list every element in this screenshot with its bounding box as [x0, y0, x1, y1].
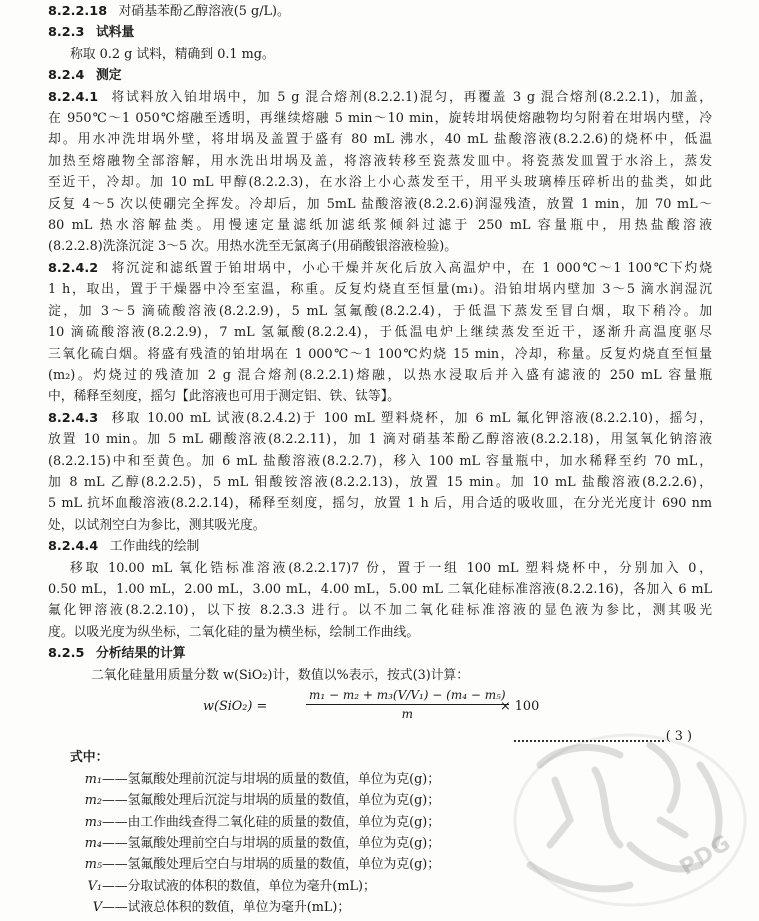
text-line: 加热至熔融物全部溶解，用水洗出坩埚及盖，将溶液转移至瓷蒸发皿中。将瓷蒸发皿置于水浴上，蒸发 [48, 153, 712, 169]
definition-symbol: m₁ [84, 771, 102, 787]
clause-8-2-4-1 [48, 87, 712, 258]
calculation-paragraph: 二氧化硅量用质量分数 w(SiO₂)计，数值以%表示，按式(3)计算： [91, 667, 470, 683]
text-line: 处，以试剂空白为参比，测其吸光度。 [48, 517, 266, 533]
definition-item [48, 812, 712, 833]
clause-number: 8.2.4.4 [48, 539, 99, 555]
document-body [48, 1, 712, 919]
clause-number: 8.2.4.2 [48, 260, 99, 276]
text-line: 在 950℃～1 050℃熔融至透明，再继续熔融 5 min～10 min，旋转坩埚使熔融物均匀附着在坩埚内壁，冷 [48, 111, 712, 127]
line-text: 将试料放入铂坩埚中，加 5 g 混合熔剂(8.2.2.1)混匀，再覆盖 3 g 混合熔剂(8.2.2.1)，加盖， [109, 89, 712, 105]
text-line: 移取 10.00 mL 氧化锆标准溶液(8.2.2.17)7 份，置于一组 100 mL 塑料烧杯中，分别加入 0， [70, 560, 712, 576]
text-line: 80 mL 热水溶解盐类。用慢速定量滤纸加滤纸浆倾斜过滤于 250 mL 容量瓶中，用热盐酸溶液 [48, 218, 712, 234]
formula-lhs: w(SiO₂) = [203, 699, 268, 714]
definition-symbol: m₂ [84, 793, 102, 809]
definition-text: ——氢氟酸处理后沉淀与坩埚的质量的数值，单位为克(g)； [102, 793, 441, 809]
text-line: (8.2.2.8)洗涤沉淀 3～5 次。用热水洗至无氯离子(用硝酸银溶液检验)。 [48, 239, 458, 255]
section-number: 8.2.5 [48, 646, 85, 662]
definition-item [48, 833, 712, 854]
text-line: 三氧化硫白烟。将盛有残渣的铂坩埚在 1 000℃～1 100℃灼烧 15 min，冷却，称量。反复灼烧直至恒量 [48, 346, 712, 362]
formula-numerator: m₁ − m₂ + m₃(V/V₁) − (m₄ − m₅) [306, 686, 509, 705]
line-text: 将沉淀和滤纸置于铂坩埚中，小心干燥并灰化后放入高温炉中，在 1 000℃～1 100℃下灼烧 [109, 260, 712, 276]
definition-text: ——分取试液的体积的数值，单位为毫升(mL)； [102, 878, 376, 894]
curve-paragraph [48, 558, 712, 644]
formula-denominator: m [401, 707, 413, 721]
text-line: 10 滴硫酸溶液(8.2.2.9)，7 mL 氢氟酸(8.2.2.4)，于低温电炉上继续蒸发至近干，逐渐升高温度驱尽 [48, 325, 712, 341]
definition-text: ——试液总体积的数值，单位为毫升(mL)； [102, 900, 351, 916]
clause-number: 8.2.4.1 [48, 89, 99, 105]
sample-paragraph: 称取 0.2 g 试料，精确到 0.1 mg。 [70, 46, 275, 62]
formula-3 [48, 686, 712, 726]
clause-text: 对硝基苯酚乙醇溶液(5 g/L)。 [118, 4, 290, 19]
formula-fraction [306, 686, 509, 723]
clause-title: 工作曲线的绘制 [109, 539, 200, 555]
definition-symbol: m₄ [84, 835, 102, 851]
equation-number: ( 3 ) [665, 728, 692, 744]
text-line: 氟化钾溶液(8.2.2.10)，以下按 8.2.3.3 进行。以不加二氧化硅标准溶液的显色液为参比，测其吸光 [48, 603, 712, 619]
text-line: 加 8 mL 乙醇(8.2.2.5)，5 mL 钼酸铵溶液(8.2.2.13)，放置 15 min。加 10 mL 盐酸溶液(8.2.2.6)， [48, 474, 712, 490]
text-line: 却。用水冲洗坩埚外壁，将坩埚及盖置于盛有 80 mL 沸水，40 mL 盐酸溶液(8.2.2.6)的烧杯中，低温 [48, 132, 712, 148]
definition-text: ——氢氟酸处理前沉淀与坩埚的质量的数值，单位为克(g)； [102, 771, 441, 787]
definition-symbol: V₁ [87, 878, 102, 894]
text-line: (8.2.2.15)中和至黄色。加 6 mL 盐酸溶液(8.2.2.7)，移入 100 mL 容量瓶中，加水稀释至约 70 mL， [48, 453, 712, 469]
where-label: 式中： [70, 750, 109, 766]
equation-number-row [48, 726, 712, 747]
watermark-text: PDG [675, 830, 736, 881]
definition-symbol: m₃ [84, 814, 102, 830]
clause-heading-8-2-4-4 [48, 536, 712, 557]
clause-number: 8.2.4.3 [48, 410, 99, 426]
text-line [48, 408, 712, 429]
line-text: 移取 10.00 mL 试液(8.2.4.2)于 100 mL 塑料烧杯，加 6 mL 氟化钾溶液(8.2.2.10)，摇匀， [109, 410, 712, 426]
clause-8-2-2-18 [48, 1, 712, 22]
section-title: 试料量 [95, 25, 135, 41]
clause-number: 8.2.2.18 [48, 4, 108, 19]
text-line: (m₂)。灼烧过的残渣加 2 g 混合熔剂(8.2.2.1)熔融，以热水浸取后并入盛有滤液的 250 mL 容量瓶 [48, 367, 712, 383]
text-line: 反复 4～5 次以使硼完全挥发。冷却后，加 5mL 盐酸溶液(8.2.2.6)润湿残渣，放置 1 min，加 70 mL～ [48, 196, 712, 212]
section-title: 测定 [95, 68, 122, 84]
text-line: 中，稀释至刻度，摇匀【此溶液也可用于测定铝、铁、钛等】。 [48, 389, 400, 405]
definition-text: ——氢氟酸处理前空白与坩埚的质量的数值，单位为克(g)； [102, 835, 441, 851]
definition-text: ——由工作曲线查得二氧化硅的质量的数值，单位为克(g)； [102, 814, 441, 830]
clause-8-2-4-2 [48, 258, 712, 408]
text-line: 0.50 mL，1.00 mL，2.00 mL，3.00 mL，4.00 mL，5.00 mL 二氧化硅标准溶液(8.2.2.16)，各加入 6 mL [48, 581, 712, 597]
section-heading-8-2-4 [48, 65, 712, 86]
text-line: 至近干，冷却。加 10 mL 甲醇(8.2.2.3)，在水浴上小心蒸发至干，用平头玻璃棒压碎析出的盐类，如此 [48, 175, 712, 191]
definition-item [48, 854, 712, 875]
section-heading-8-2-3 [48, 22, 712, 43]
text-line: 5 mL 抗坏血酸溶液(8.2.2.14)，稀释至刻度，摇匀，放置 1 h 后，用合适的吸收皿，在分光光度计 690 nm [48, 496, 712, 512]
dot-leader [514, 729, 664, 742]
definitions-list [48, 769, 712, 919]
clause-8-2-4-3 [48, 408, 712, 536]
definition-item [48, 769, 712, 790]
definition-item [48, 897, 712, 918]
text-line: 放置 10 min。加 5 mL 硼酸溶液(8.2.2.11)，加 1 滴对硝基苯酚乙醇溶液(8.2.2.18)，用氢氧化钠溶液 [48, 432, 712, 448]
formula-factor: × 100 [500, 699, 540, 714]
definition-symbol: m₅ [84, 857, 102, 873]
definition-item [48, 876, 712, 897]
text-line [48, 258, 712, 279]
definition-symbol: V [92, 900, 102, 916]
section-heading-8-2-5 [48, 643, 712, 664]
text-line: 1 h，取出，置于干燥器中冷至室温，称重。反复灼烧直至恒量(m₁)。沿铂坩埚内壁加 3～5 滴水润湿沉 [48, 282, 712, 298]
text-line [48, 87, 712, 108]
section-title: 分析结果的计算 [95, 646, 186, 662]
definition-item [48, 790, 712, 811]
definition-text: ——氢氟酸处理后空白与坩埚的质量的数值，单位为克(g)； [102, 857, 441, 873]
text-line: 度。以吸光度为纵坐标，二氧化硅的量为横坐标，绘制工作曲线。 [48, 624, 420, 640]
section-number: 8.2.4 [48, 68, 85, 84]
section-number: 8.2.3 [48, 25, 85, 41]
text-line: 淀，加 3～5 滴硫酸溶液(8.2.2.9)，5 mL 氢氟酸(8.2.2.4)，于低温下蒸发至冒白烟，取下稍冷。加 [48, 303, 712, 319]
